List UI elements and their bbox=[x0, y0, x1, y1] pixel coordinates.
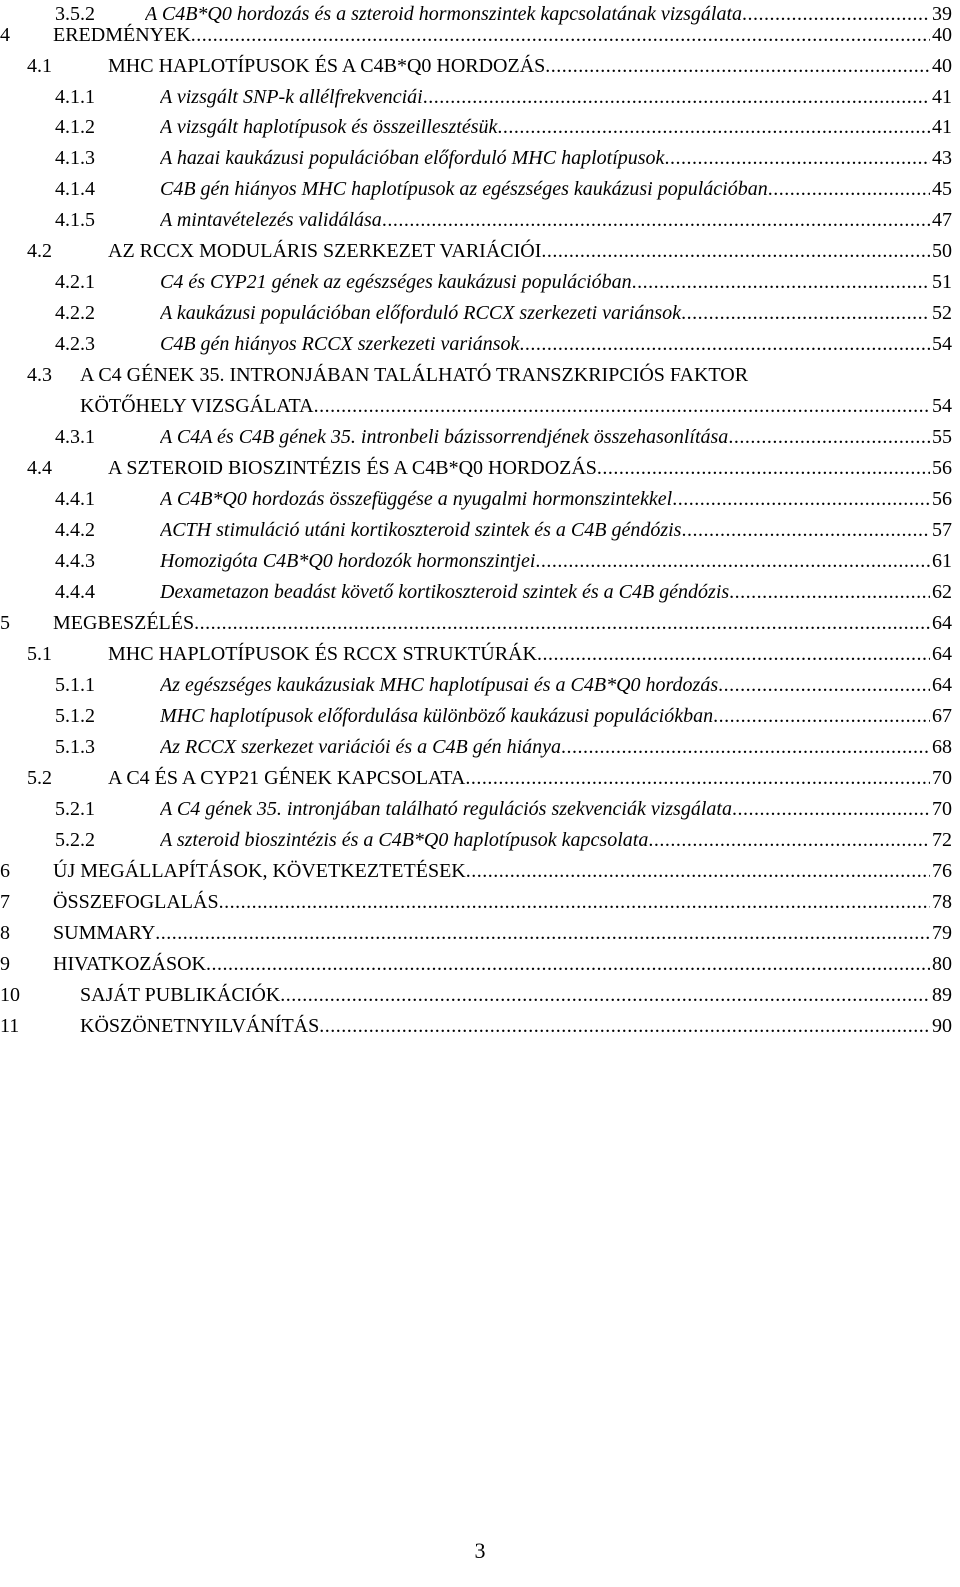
toc-entry-number: 4.1.5 bbox=[55, 209, 95, 231]
toc-entry-title: HIVATKOZÁSOK bbox=[53, 953, 206, 975]
toc-entry-number: 10 bbox=[0, 984, 20, 1006]
toc-entry-number: 7 bbox=[0, 891, 10, 913]
toc-entry-number: 4.4.2 bbox=[55, 519, 95, 541]
toc-entry-title: Az egészséges kaukázusiak MHC haplotípusai és a C4B*Q0 hordozás bbox=[160, 674, 719, 696]
toc-entry[interactable] bbox=[0, 609, 952, 637]
toc-entry-number: 4.4.4 bbox=[55, 581, 95, 603]
toc-entry-number: 4.3.1 bbox=[55, 426, 95, 448]
toc-entry-title: Dexametazon beadást követő kortikoszteroid szintek és a C4B géndózis bbox=[160, 581, 730, 603]
toc-entry-number: 5.2.2 bbox=[55, 829, 95, 851]
toc-entry[interactable] bbox=[0, 237, 952, 265]
toc-entry[interactable] bbox=[0, 671, 952, 699]
toc-entry[interactable] bbox=[0, 795, 952, 823]
toc-entry-page: 78 bbox=[932, 891, 952, 913]
toc-entry-title: A mintavételezés validálása bbox=[160, 209, 382, 231]
toc-entry-number: 5.2 bbox=[27, 767, 52, 789]
toc-entry-title: ACTH stimuláció utáni kortikoszteroid szintek és a C4B géndózis bbox=[160, 519, 682, 541]
toc-entry[interactable] bbox=[0, 702, 952, 730]
toc-entry[interactable] bbox=[0, 826, 952, 854]
toc-entry-title: A C4B*Q0 hordozás összefüggése a nyugalmi hormonszintekkel bbox=[160, 488, 673, 510]
toc-entry-title: MEGBESZÉLÉS bbox=[53, 612, 195, 634]
toc-entry[interactable] bbox=[0, 1012, 952, 1040]
toc-entry[interactable] bbox=[0, 857, 952, 885]
toc-entry-page: 64 bbox=[932, 674, 952, 696]
toc-entry-page: 76 bbox=[932, 860, 952, 882]
toc-entry-page: 40 bbox=[932, 55, 952, 77]
toc-entry-title: C4 és CYP21 gének az egészséges kaukázusi populációban bbox=[160, 271, 632, 293]
toc-entry[interactable] bbox=[0, 144, 952, 172]
toc-entry-page: 64 bbox=[932, 643, 952, 665]
toc-entry-page: 51 bbox=[932, 271, 952, 293]
toc-entry[interactable] bbox=[0, 547, 952, 575]
toc-entry-number: 9 bbox=[0, 953, 10, 975]
toc-entry-page: 54 bbox=[932, 395, 952, 417]
toc-entry-number: 4.1.2 bbox=[55, 116, 95, 138]
toc-entry-title: MHC haplotípusok előfordulása különböző kaukázusi populációkban bbox=[160, 705, 714, 727]
toc-entry[interactable] bbox=[0, 52, 952, 80]
toc-entry-page: 90 bbox=[932, 1015, 952, 1037]
toc-entry-title: ÖSSZEFOGLALÁS bbox=[53, 891, 219, 913]
toc-entry-number: 5.1.2 bbox=[55, 705, 95, 727]
toc-entry-number: 4.4.3 bbox=[55, 550, 95, 572]
toc-entry-number: 6 bbox=[0, 860, 10, 882]
toc-entry-page: 89 bbox=[932, 984, 952, 1006]
toc-entry-title: A C4B*Q0 hordozás és a szteroid hormonszintek kapcsolatának vizsgálata bbox=[145, 3, 743, 25]
toc-entry-title: A szteroid bioszintézis és a C4B*Q0 haplotípusok kapcsolata bbox=[160, 829, 649, 851]
toc-entry-title: A SZTEROID BIOSZINTÉZIS ÉS A C4B*Q0 HORDOZÁS bbox=[108, 457, 597, 479]
toc-entry-page: 80 bbox=[932, 953, 952, 975]
toc-entry-number: 4.1.3 bbox=[55, 147, 95, 169]
toc-entry-page: 50 bbox=[932, 240, 952, 262]
toc-entry-title: A vizsgált SNP-k allélfrekvenciái bbox=[160, 86, 423, 108]
toc-entry[interactable] bbox=[0, 423, 952, 451]
toc-entry-number: 4.2.2 bbox=[55, 302, 95, 324]
toc-entry-number: 5 bbox=[0, 612, 10, 634]
toc-entry-number: 4.2 bbox=[27, 240, 52, 262]
toc-entry-number: 5.2.1 bbox=[55, 798, 95, 820]
toc-entry[interactable] bbox=[0, 888, 952, 916]
toc-entry-title: C4B gén hiányos RCCX szerkezeti variánsok bbox=[160, 333, 520, 355]
toc-entry[interactable] bbox=[0, 981, 952, 1009]
toc-entry-title: A C4 gének 35. intronjában található regulációs szekvenciák vizsgálata bbox=[160, 798, 732, 820]
toc-entry-page: 68 bbox=[932, 736, 952, 758]
toc-entry-title: SAJÁT PUBLIKÁCIÓK bbox=[80, 984, 281, 1006]
toc-entry[interactable] bbox=[0, 578, 952, 606]
toc-entry-page: 52 bbox=[932, 302, 952, 324]
toc-entry-title: MHC HAPLOTÍPUSOK ÉS A C4B*Q0 HORDOZÁS bbox=[108, 55, 546, 77]
toc-entry-number: 4.4.1 bbox=[55, 488, 95, 510]
toc-entry[interactable] bbox=[0, 640, 952, 668]
toc-entry-page: 45 bbox=[932, 178, 952, 200]
toc-entry[interactable] bbox=[0, 919, 952, 947]
toc-entry[interactable] bbox=[0, 516, 952, 544]
toc-entry-title: A kaukázusi populációban előforduló RCCX szerkezeti variánsok bbox=[160, 302, 682, 324]
toc-entry-page: 57 bbox=[932, 519, 952, 541]
toc-entry-number: 4.4 bbox=[27, 457, 52, 479]
toc-entry[interactable] bbox=[0, 361, 952, 389]
toc-entry-page: 64 bbox=[932, 612, 952, 634]
toc-entry-page: 70 bbox=[932, 798, 952, 820]
toc-entry-page: 39 bbox=[932, 3, 952, 25]
toc-entry[interactable] bbox=[0, 299, 952, 327]
toc-entry-number: 4.1.4 bbox=[55, 178, 95, 200]
toc-entry-page: 62 bbox=[932, 581, 952, 603]
toc-entry[interactable] bbox=[0, 330, 952, 358]
toc-entry-page: 72 bbox=[932, 829, 952, 851]
toc-entry[interactable] bbox=[0, 113, 952, 141]
toc-entry-page: 56 bbox=[932, 457, 952, 479]
toc-entry[interactable] bbox=[0, 268, 952, 296]
toc-entry-title: Homozigóta C4B*Q0 hordozók hormonszintjei bbox=[160, 550, 536, 572]
toc-entry-page: 55 bbox=[932, 426, 952, 448]
toc-entry-number: 4.2.3 bbox=[55, 333, 95, 355]
toc-entry-title: MHC HAPLOTÍPUSOK ÉS RCCX STRUKTÚRÁK bbox=[108, 643, 537, 665]
toc-entry-page: 41 bbox=[932, 116, 952, 138]
toc-entry-title: KÖSZÖNETNYILVÁNÍTÁS bbox=[80, 1015, 320, 1037]
toc-entry-title: Az RCCX szerkezet variációi és a C4B gén hiánya bbox=[160, 736, 562, 758]
toc-entry-number: 8 bbox=[0, 922, 10, 944]
toc-entry[interactable] bbox=[0, 175, 952, 203]
toc-entry-title: C4B gén hiányos MHC haplotípusok az egészséges kaukázusi populációban bbox=[160, 178, 768, 200]
toc-entry-page: 47 bbox=[932, 209, 952, 231]
toc-entry-number: 5.1.3 bbox=[55, 736, 95, 758]
toc-entry-page: 54 bbox=[932, 333, 952, 355]
toc-entry-title: AZ RCCX MODULÁRIS SZERKEZET VARIÁCIÓI bbox=[108, 240, 542, 262]
toc-entry[interactable] bbox=[0, 733, 952, 761]
toc-entry[interactable] bbox=[0, 764, 952, 792]
toc-entry-number: 4 bbox=[0, 24, 10, 46]
toc-entry-page: 40 bbox=[932, 24, 952, 46]
toc-entry-continuation[interactable] bbox=[0, 392, 952, 420]
page-number: 3 bbox=[474, 1538, 486, 1563]
toc-entry-title: A C4 ÉS A CYP21 GÉNEK KAPCSOLATA bbox=[108, 767, 466, 789]
toc-entry-number: 4.1.1 bbox=[55, 86, 95, 108]
toc-entry-title: EREDMÉNYEK bbox=[53, 24, 191, 46]
toc-entry-page: 43 bbox=[932, 147, 952, 169]
toc-entry-title: KÖTŐHELY VIZSGÁLATA bbox=[80, 395, 314, 417]
toc-entry[interactable] bbox=[0, 21, 952, 49]
toc-entry-page: 70 bbox=[932, 767, 952, 789]
toc-entry-number: 4.2.1 bbox=[55, 271, 95, 293]
toc-entry-title: ÚJ MEGÁLLAPÍTÁSOK, KÖVETKEZTETÉSEK bbox=[53, 860, 466, 882]
toc-entry-page: 79 bbox=[932, 922, 952, 944]
toc-entry-page: 56 bbox=[932, 488, 952, 510]
toc-entry-number: 5.1 bbox=[27, 643, 52, 665]
toc-entry[interactable] bbox=[0, 950, 952, 978]
toc-entry[interactable] bbox=[0, 485, 952, 513]
toc-entry-page: 61 bbox=[932, 550, 952, 572]
toc-entry-title: A hazai kaukázusi populációban előforduló MHC haplotípusok bbox=[160, 147, 665, 169]
toc-entry-number: 5.1.1 bbox=[55, 674, 95, 696]
toc-entry-number: 11 bbox=[0, 1015, 20, 1037]
toc-entry-title: A C4 GÉNEK 35. INTRONJÁBAN TALÁLHATÓ TRANSZKRIPCIÓS FAKTOR bbox=[80, 364, 749, 386]
toc-entry[interactable] bbox=[0, 454, 952, 482]
toc-entry-page: 67 bbox=[932, 705, 952, 727]
toc-entry-number: 4.3 bbox=[27, 364, 52, 386]
toc-entry[interactable] bbox=[0, 83, 952, 111]
toc-entry-title: A C4A és C4B gének 35. intronbeli bázissorrendjének összehasonlítása bbox=[160, 426, 729, 448]
toc-entry-title: SUMMARY bbox=[53, 922, 156, 944]
toc-entry-page: 41 bbox=[932, 86, 952, 108]
toc-entry-title: A vizsgált haplotípusok és összeillesztésük bbox=[160, 116, 498, 138]
toc-entry-number: 4.1 bbox=[27, 55, 52, 77]
toc-entry-number: 3.5.2 bbox=[55, 3, 95, 25]
toc-entry[interactable] bbox=[0, 206, 952, 234]
